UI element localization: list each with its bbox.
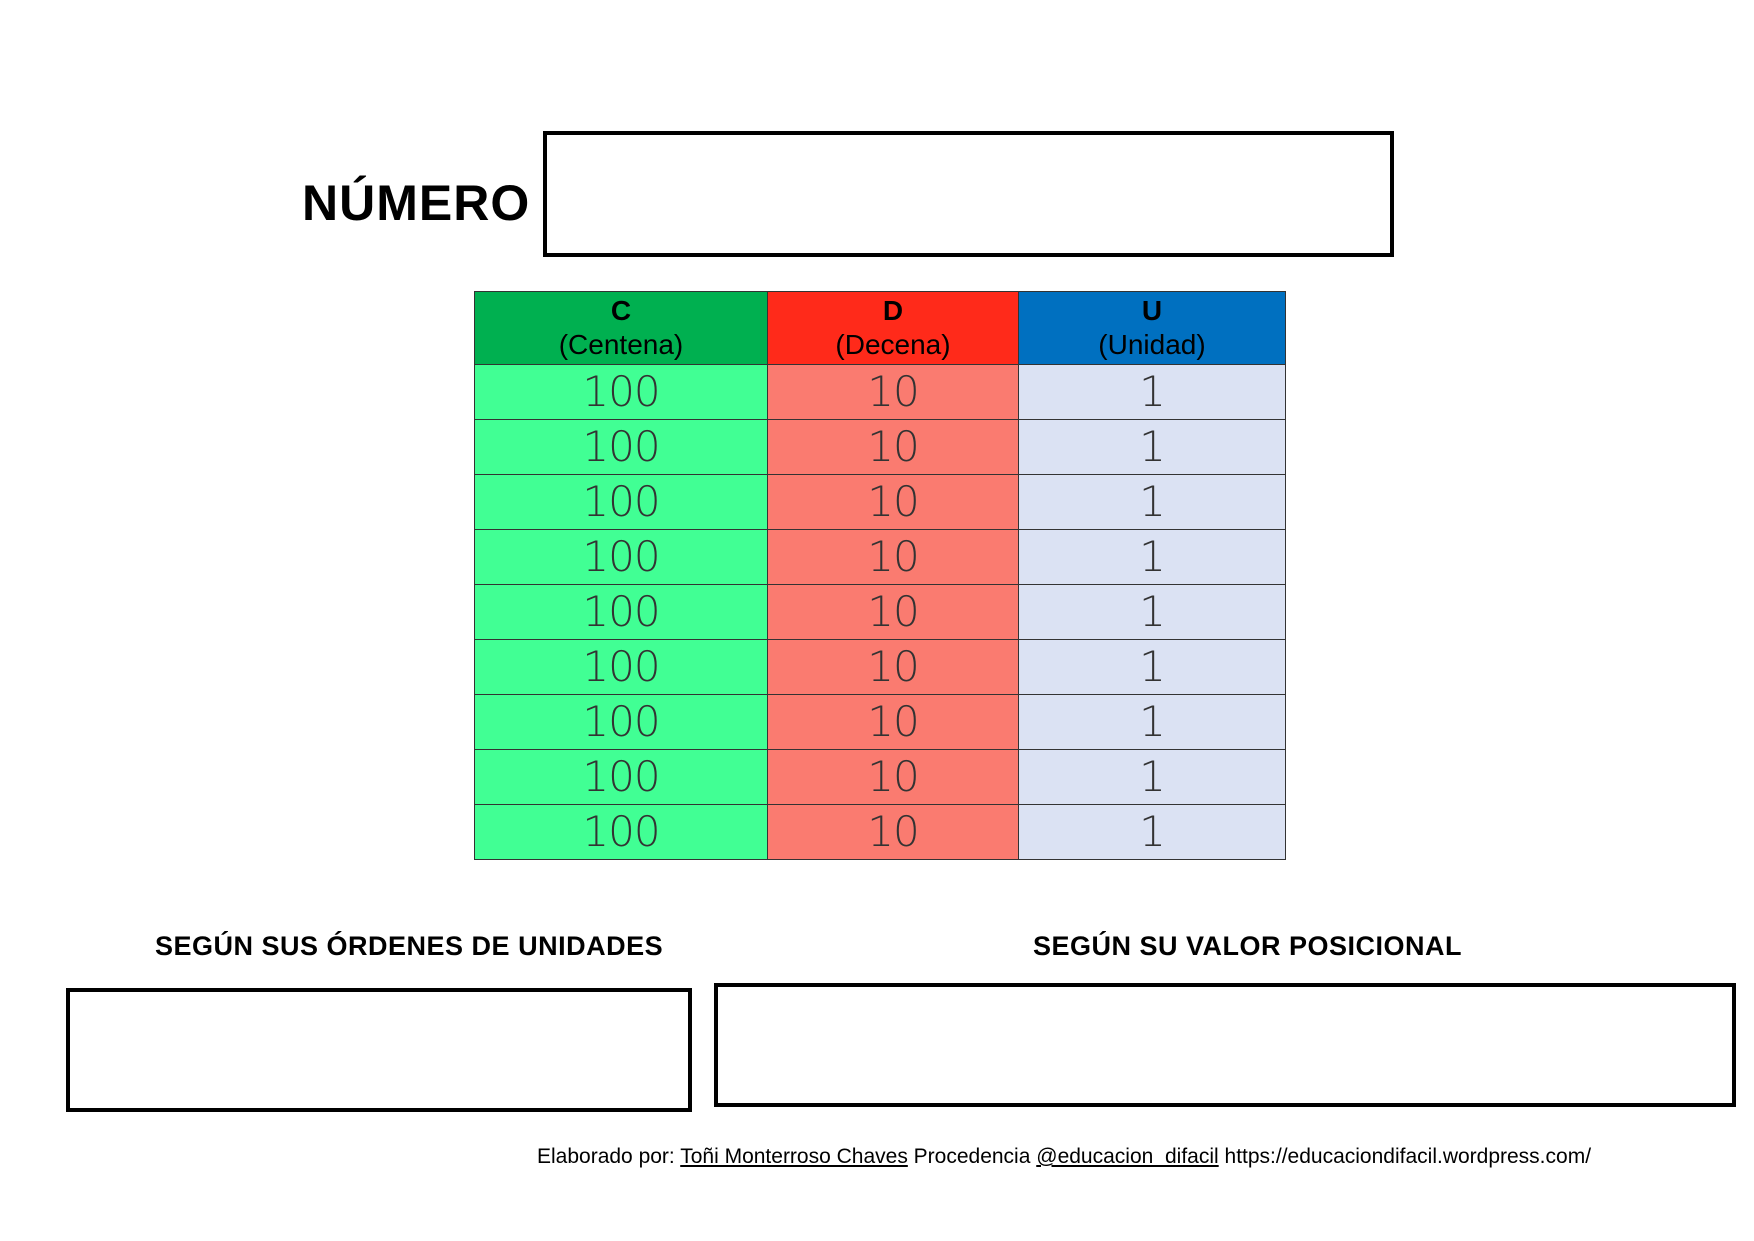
decena-cell[interactable]: 10 bbox=[768, 420, 1019, 475]
footer-url[interactable]: https://educaciondifacil.wordpress.com/ bbox=[1218, 1145, 1592, 1168]
footer-middle: Procedencia bbox=[907, 1145, 1037, 1168]
unidad-cell[interactable]: 1 bbox=[1019, 530, 1286, 585]
centena-cell[interactable]: 100 bbox=[475, 750, 768, 805]
unidad-cell[interactable]: 1 bbox=[1019, 420, 1286, 475]
centena-cell[interactable]: 100 bbox=[475, 475, 768, 530]
table-row bbox=[475, 640, 1286, 695]
centena-cell[interactable]: 100 bbox=[475, 365, 768, 420]
unidad-cell[interactable]: 1 bbox=[1019, 475, 1286, 530]
header-name-centena: (Centena) bbox=[558, 329, 684, 360]
footer-credits bbox=[537, 1146, 1591, 1167]
decena-cell[interactable]: 10 bbox=[768, 475, 1019, 530]
centena-cell[interactable]: 100 bbox=[475, 640, 768, 695]
decena-cell[interactable]: 10 bbox=[768, 585, 1019, 640]
footer-prefix: Elaborado por: bbox=[537, 1145, 681, 1168]
table-row bbox=[475, 805, 1286, 860]
centena-cell[interactable]: 100 bbox=[475, 805, 768, 860]
numero-label: NÚMERO bbox=[302, 175, 531, 231]
ordenes-answer-box[interactable] bbox=[66, 988, 692, 1112]
header-centena bbox=[475, 292, 768, 365]
valor-posicional-title: SEGÚN SU VALOR POSICIONAL bbox=[1033, 931, 1463, 961]
footer-author-link[interactable]: Toñi Monterroso Chaves bbox=[680, 1145, 908, 1168]
header-unidad bbox=[1019, 292, 1286, 365]
decena-cell[interactable]: 10 bbox=[768, 695, 1019, 750]
decena-cell[interactable]: 10 bbox=[768, 640, 1019, 695]
centena-cell[interactable]: 100 bbox=[475, 695, 768, 750]
centena-cell[interactable]: 100 bbox=[475, 420, 768, 475]
header-letter-u: U bbox=[1141, 295, 1163, 326]
table-row bbox=[475, 585, 1286, 640]
unidad-cell[interactable]: 1 bbox=[1019, 365, 1286, 420]
centena-cell[interactable]: 100 bbox=[475, 585, 768, 640]
decena-cell[interactable]: 10 bbox=[768, 365, 1019, 420]
table-row bbox=[475, 750, 1286, 805]
valor-posicional-answer-box[interactable] bbox=[714, 983, 1736, 1107]
table-row bbox=[475, 420, 1286, 475]
decena-cell[interactable]: 10 bbox=[768, 530, 1019, 585]
table-row bbox=[475, 530, 1286, 585]
table-row bbox=[475, 695, 1286, 750]
header-decena bbox=[768, 292, 1019, 365]
decena-cell[interactable]: 10 bbox=[768, 805, 1019, 860]
decena-cell[interactable]: 10 bbox=[768, 750, 1019, 805]
table-row bbox=[475, 365, 1286, 420]
ordenes-title: SEGÚN SUS ÓRDENES DE UNIDADES bbox=[155, 931, 664, 961]
numero-input-box[interactable] bbox=[543, 131, 1394, 257]
unidad-cell[interactable]: 1 bbox=[1019, 695, 1286, 750]
unidad-cell[interactable]: 1 bbox=[1019, 640, 1286, 695]
header-name-unidad: (Unidad) bbox=[1098, 329, 1206, 360]
header-letter-c: C bbox=[610, 295, 632, 326]
place-value-table bbox=[474, 291, 1286, 860]
header-letter-d: D bbox=[882, 295, 904, 326]
unidad-cell[interactable]: 1 bbox=[1019, 805, 1286, 860]
table-row bbox=[475, 475, 1286, 530]
header-name-decena: (Decena) bbox=[835, 329, 951, 360]
footer-handle-link[interactable]: @educacion_difacil bbox=[1036, 1145, 1219, 1168]
table-header-row bbox=[475, 292, 1286, 365]
unidad-cell[interactable]: 1 bbox=[1019, 585, 1286, 640]
centena-cell[interactable]: 100 bbox=[475, 530, 768, 585]
unidad-cell[interactable]: 1 bbox=[1019, 750, 1286, 805]
